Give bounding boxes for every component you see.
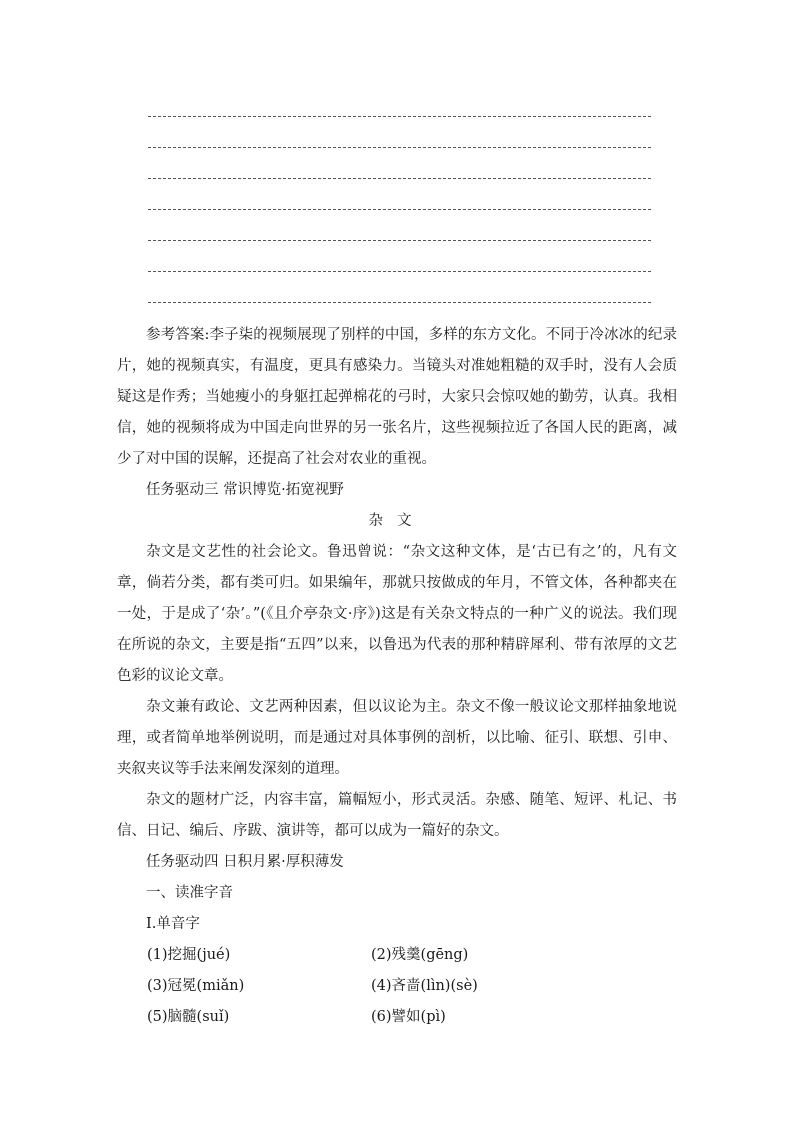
blank-line <box>148 302 651 303</box>
task3-heading: 任务驱动三 常识博览·拓宽视野 <box>146 482 344 498</box>
list-item: (4)吝啬(lìn)(sè) <box>371 978 478 994</box>
blank-line <box>148 116 651 117</box>
blank-line <box>148 178 651 179</box>
answer-blank-lines <box>148 116 651 333</box>
list-row <box>147 1002 677 1033</box>
list-row <box>147 971 677 1002</box>
list-row <box>147 940 677 971</box>
paragraph: 杂文是文艺性的社会论文。鲁迅曾说：“杂文这种文体，是‘古已有之’的，凡有文章，倘若分类，都有类可归。如果编年，那就只按做成的年月，不管文体，各种都夹在一处，于是成了‘杂’。”(《且介亭杂文·序》)这是有关杂文特点的一种广义的说法。我们现在所说的杂文，主要是指“五四”以来，以鲁迅为代表的那种精辟犀利、带有浓厚的文艺色彩的议论文章。 <box>117 544 677 684</box>
list-item: (5)脑髓(suǐ) <box>147 1009 230 1025</box>
paragraph: 杂文的题材广泛，内容丰富，篇幅短小，形式灵活。杂感、随笔、短评、札记、书信、日记、编后、序跋、演讲等，都可以成为一篇好的杂文。 <box>117 792 677 839</box>
document-body <box>117 320 677 1033</box>
blank-line <box>148 271 651 272</box>
list-item: (6)譬如(pì) <box>371 1009 446 1025</box>
blank-line <box>148 209 651 210</box>
subsection-heading: Ⅰ.单音字 <box>146 916 200 932</box>
article-title: 杂文 <box>368 513 426 529</box>
list-item: (1)挖掘(jué) <box>147 947 231 963</box>
list-item: (2)残羹(gēng) <box>371 947 469 963</box>
task4-heading: 任务驱动四 日积月累·厚积薄发 <box>146 854 344 870</box>
list-item: (3)冠冕(miǎn) <box>147 978 245 994</box>
blank-line <box>148 147 651 148</box>
pronunciation-list <box>147 940 677 1033</box>
blank-line <box>148 240 651 241</box>
paragraph: 杂文兼有政论、文艺两种因素，但以议论为主。杂文不像一般议论文那样抽象地说理，或者简单地举例说明，而是通过对具体事例的剖析，以比喻、征引、联想、引申、夹叙夹议等手法来阐发深刻的道理。 <box>117 699 677 777</box>
section-heading: 一、读准字音 <box>146 885 233 901</box>
reference-answer: 参考答案:李子柒的视频展现了别样的中国，多样的东方文化。不同于冷冰冰的纪录片，她的视频真实，有温度，更具有感染力。当镜头对准她粗糙的双手时，没有人会质疑这是作秀；当她瘦小的身躯扛起弹棉花的弓时，大家只会惊叹她的勤劳，认真。我相信，她的视频将成为中国走向世界的另一张名片，这些视频拉近了各国人民的距离，减少了对中国的误解，还提高了社会对农业的重视。 <box>117 327 677 467</box>
